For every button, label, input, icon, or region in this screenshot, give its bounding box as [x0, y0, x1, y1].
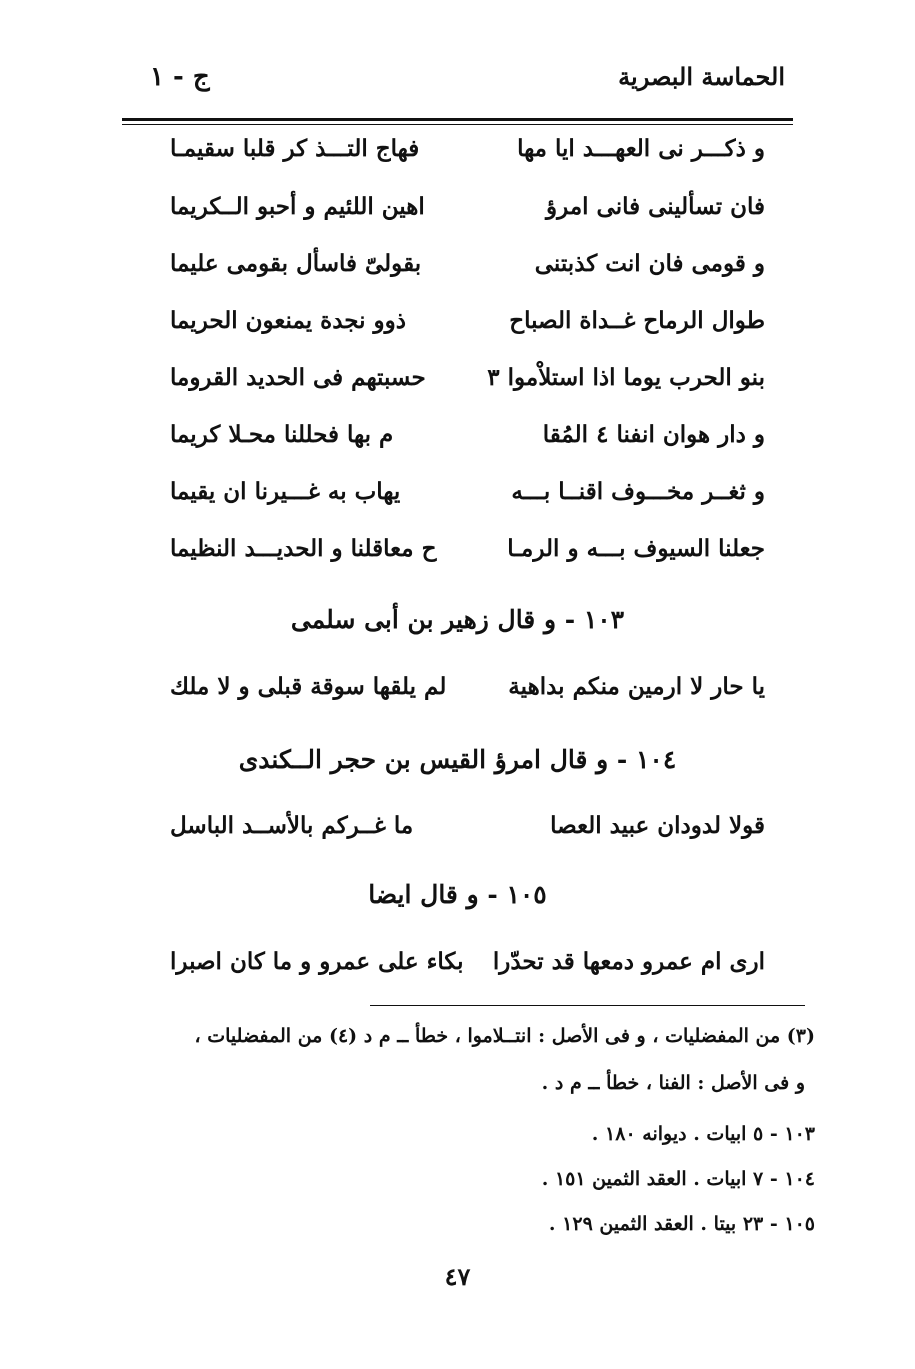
verse-line	[170, 135, 765, 175]
header-rule-thick	[122, 118, 793, 121]
page-number: ٤٧	[444, 1262, 471, 1291]
verse-line	[170, 364, 765, 404]
verse-line	[170, 478, 765, 518]
verse-second-hemistich: فهاج التـــذ كر قلبا سقيمـا	[170, 135, 420, 162]
verse-second-hemistich: ح معاقلنا و الحديـــد النظيما	[170, 535, 437, 562]
verse-line	[170, 673, 765, 713]
verse-first-hemistich: قولا لدودان عبيد العصا	[550, 812, 765, 839]
verse-first-hemistich: طوال الرماح غــداة الصباح	[509, 307, 765, 334]
page-header	[150, 62, 785, 106]
volume-number: ج - ١	[150, 62, 210, 92]
verse-second-hemistich: ذوو نجدة يمنعون الحريما	[170, 307, 406, 334]
verse-second-hemistich: م بها فحللنا محـلا كريما	[170, 421, 394, 448]
verse-first-hemistich: يا حار لا ارمين منكم بداهية	[508, 673, 765, 700]
verse-line	[170, 812, 765, 852]
verse-first-hemistich: بنو الحرب يوما اذا استلاْموا ٣	[487, 364, 765, 391]
verse-first-hemistich: فان تسألينى فانى امرؤ	[546, 193, 765, 220]
verse-first-hemistich: جعلنا السيوف بـــه و الرمـا	[507, 535, 765, 562]
footnote-rule	[370, 1005, 805, 1006]
verse-first-hemistich: و قومى فان انت كذبتنى	[534, 250, 765, 277]
verse-second-hemistich: يهاب به غـــيرنا ان يقيما	[170, 478, 401, 505]
verse-second-hemistich: ما غــركم بالأســد الباسل	[170, 812, 414, 839]
book-title: الحماسة البصرية	[618, 62, 785, 91]
verse-line	[170, 250, 765, 290]
footnote-line: (٣) من المفضليات ، و فى الأصل : انتــلاموا ، خطأ ــ م د (٤) من المفضليات ،	[194, 1025, 815, 1047]
poem-heading-105: ١٠٥ - و قال ايضا	[368, 880, 547, 909]
poem-heading-104: ١٠٤ - و قال امرؤ القيس بن حجر الــكندى	[238, 745, 677, 774]
verse-first-hemistich: ارى ام عمرو دمعها قد تحدّرا	[492, 948, 765, 975]
verse-second-hemistich: بقولىّ فاسأل بقومى عليما	[170, 250, 422, 277]
verse-second-hemistich: لم يلقها سوقة قبلى و لا ملك	[170, 673, 447, 700]
footnote-line: ١٠٤ - ٧ ابيات . العقد الثمين ١٥١ .	[541, 1168, 815, 1190]
verse-second-hemistich: حسبتهم فى الحديد القروما	[170, 364, 426, 391]
verse-line	[170, 421, 765, 461]
verse-first-hemistich: و ثغــر مخـــوف اقنــا بـــه	[511, 478, 765, 505]
verse-second-hemistich: اهين اللئيم و أحبو الــكريما	[170, 193, 425, 220]
verse-first-hemistich: و دار هوان انفنا ٤ المُقا	[542, 421, 765, 448]
verse-line	[170, 193, 765, 233]
footnote-line: ١٠٥ - ٢٣ بيتا . العقد الثمين ١٢٩ .	[548, 1213, 815, 1235]
verse-line	[170, 948, 765, 988]
header-rule-thin	[122, 124, 793, 125]
poem-heading-103: ١٠٣ - و قال زهير بن أبى سلمى	[290, 605, 625, 634]
verse-line	[170, 535, 765, 575]
footnote-line: ١٠٣ - ٥ ابيات . ديوانه ١٨٠ .	[591, 1123, 815, 1145]
verse-line	[170, 307, 765, 347]
footnote-line: و فى الأصل : الفنا ، خطأ ــ م د .	[541, 1072, 805, 1094]
verse-second-hemistich: بكاء على عمرو و ما كان اصبرا	[170, 948, 464, 975]
verse-first-hemistich: و ذكـــر نى العهـــد ايا مها	[517, 135, 765, 162]
